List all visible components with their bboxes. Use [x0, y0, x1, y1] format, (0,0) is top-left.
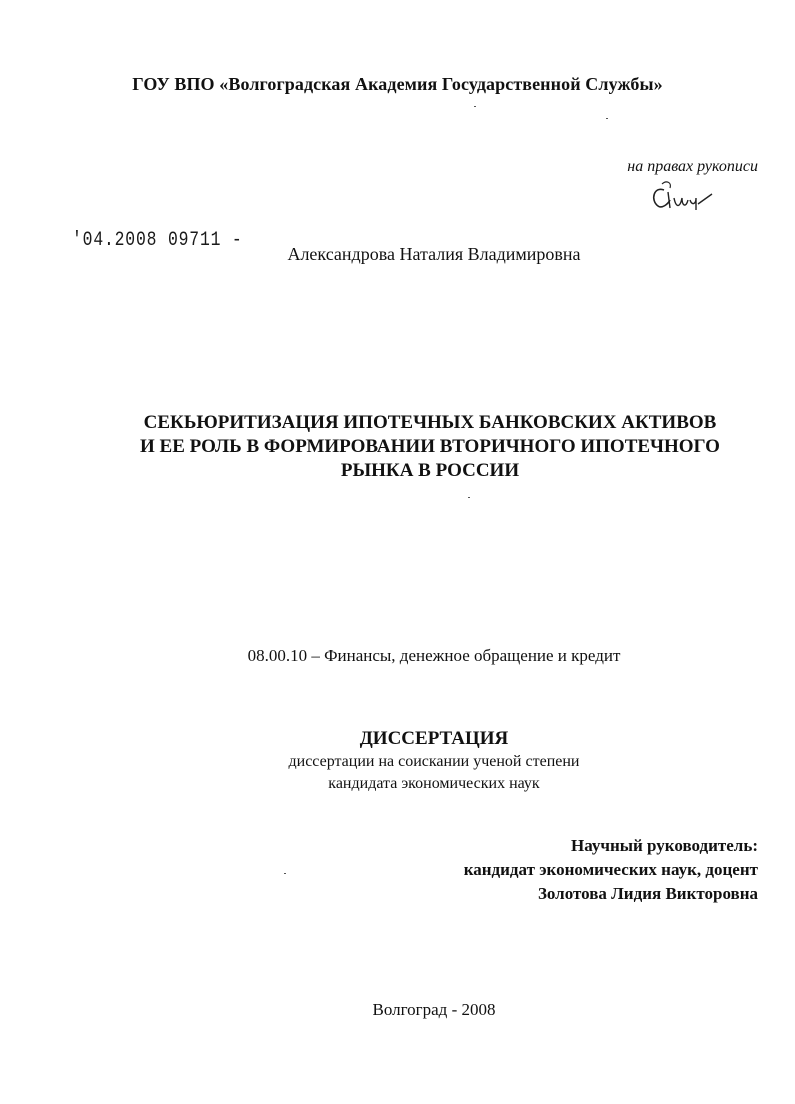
supervisor-degree: кандидат экономических наук, доцент [463, 860, 758, 879]
title-line: РЫНКА В РОССИИ [340, 460, 520, 481]
supervisor-block [380, 834, 758, 906]
scan-speck [468, 497, 470, 498]
manuscript-rights-note: на правах рукописи [627, 158, 758, 175]
scan-speck [284, 873, 286, 874]
scan-speck [474, 106, 476, 107]
archive-stamp: '04.2008 09711 - [72, 229, 243, 252]
purpose-line: кандидата экономических наук [328, 775, 540, 792]
supervisor-label: Научный руководитель: [571, 836, 758, 855]
specialty-code: 08.00.10 – Финансы, денежное обращение и кредит [247, 646, 621, 665]
handwritten-signature [646, 178, 716, 218]
title-line: СЕКЬЮРИТИЗАЦИЯ ИПОТЕЧНЫХ БАНКОВСКИХ АКТИВОВ [143, 412, 717, 433]
dissertation-title [120, 411, 740, 483]
author-name: Александрова Наталия Владимировна [287, 244, 581, 264]
supervisor-name: Золотова Лидия Викторовна [537, 884, 758, 903]
scan-speck [606, 118, 608, 119]
title-line: И ЕЕ РОЛЬ В ФОРМИРОВАНИИ ВТОРИЧНОГО ИПОТЕЧНОГО [140, 436, 720, 457]
institution-header: ГОУ ВПО «Волгоградская Академия Государственной Службы» [132, 74, 663, 94]
purpose-line: диссертации на соискании ученой степени [288, 753, 580, 770]
document-type: ДИССЕРТАЦИЯ [359, 728, 509, 749]
city-year: Волгоград - 2008 [372, 1000, 496, 1019]
degree-purpose [0, 751, 795, 795]
